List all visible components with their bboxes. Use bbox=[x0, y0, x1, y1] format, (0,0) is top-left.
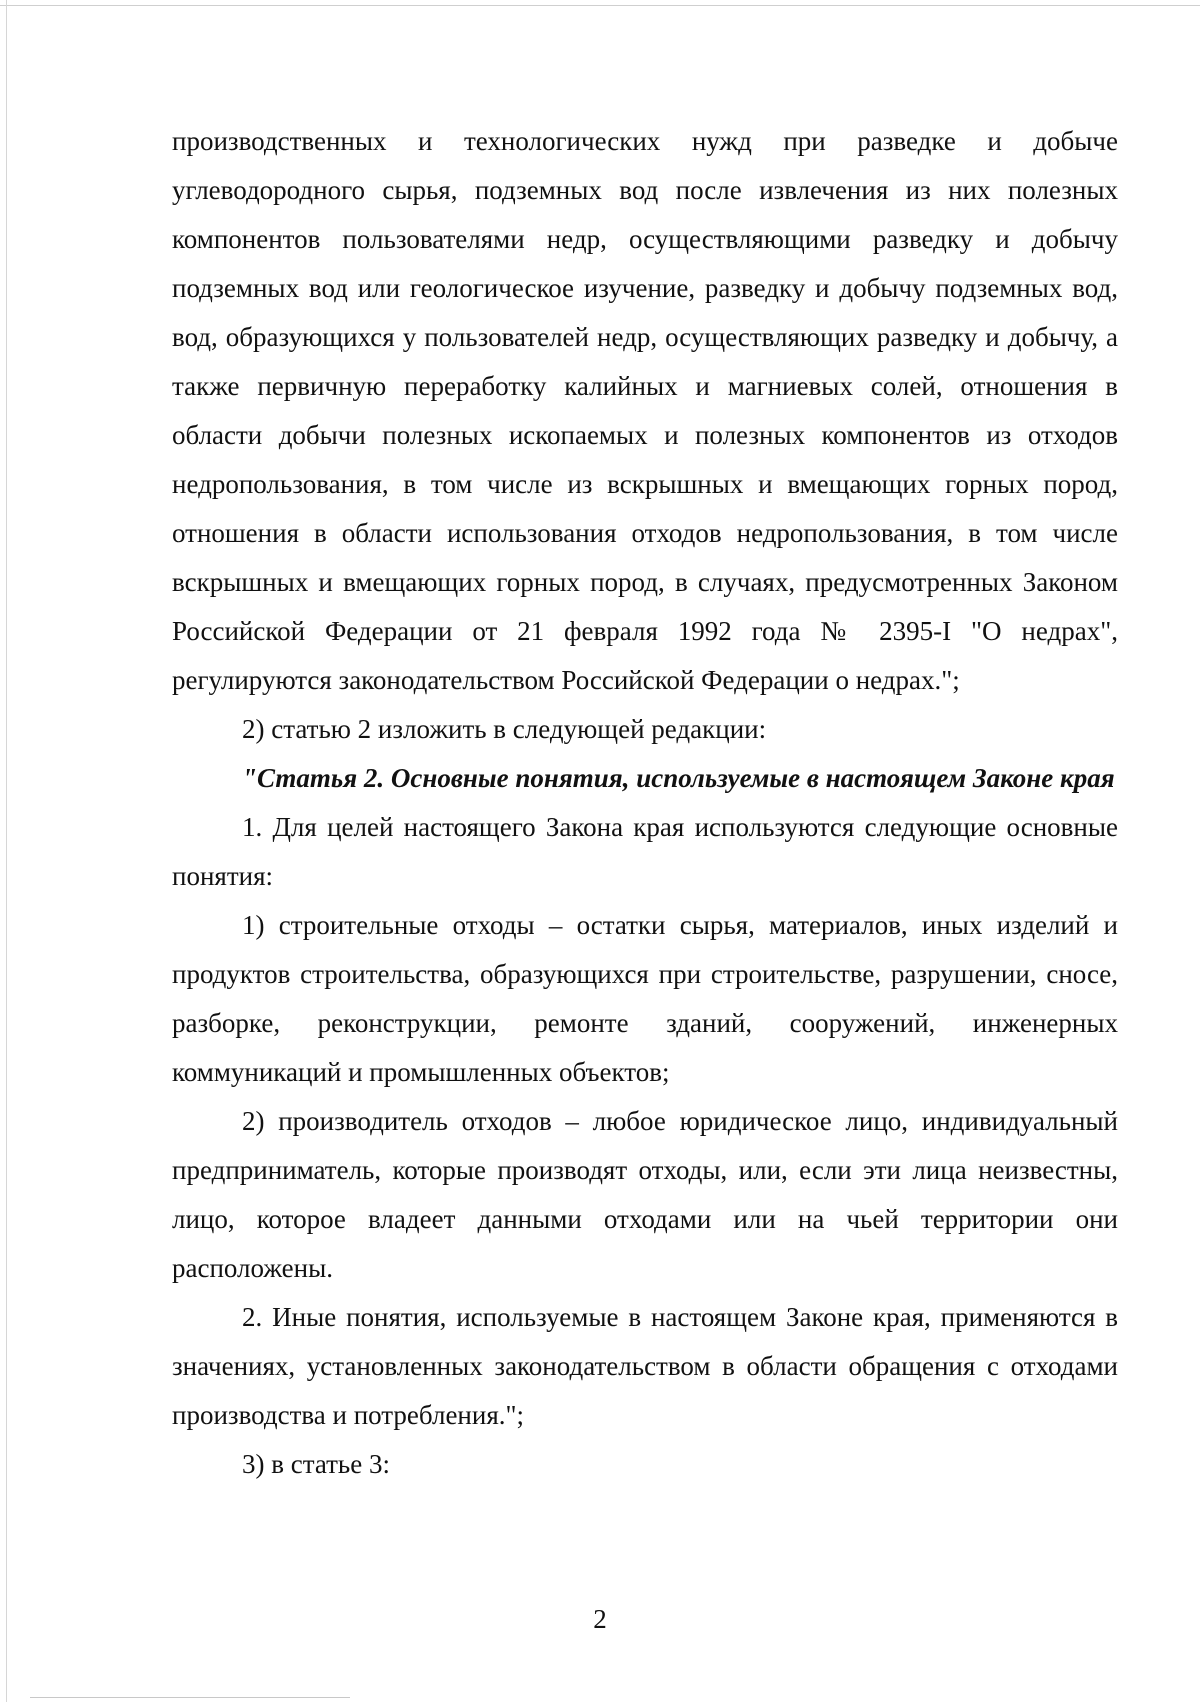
page-number: 2 bbox=[593, 1604, 607, 1634]
paragraph-continuation: производственных и технологических нужд при разведке и добыче углеводородного сырья, подземных вод после извлечения из них полезных компонентов пользователями недр, осуществляющими разведку и добычу подземных вод или геологическое изучение, разведку и добычу подземных вод, вод, образующихся у пользователей недр, осуществляющих разведку и добычу, а также первичную переработку калийных и магниевых солей, отношения в области добычи полезных ископаемых и полезных компонентов из отходов недропользования, в том числе из вскрышных и вмещающих горных пород, отношения в области использования отходов недропользования, в том числе вскрышных и вмещающих горных пород, в случаях, предусмотренных Законом Российской Федерации от 21 февраля 1992 года № 2395-I "О недрах", регулируются законодательством Российской Федерации о недрах."; bbox=[172, 126, 1118, 695]
article-2-heading: "Статья 2. Основные понятия, используемые в настоящем Законе края bbox=[242, 763, 1115, 793]
document-body bbox=[172, 117, 1118, 1489]
paragraph-item-2: 2) статью 2 изложить в следующей редакции: bbox=[242, 714, 767, 744]
paragraph-definition-1: 1) строительные отходы – остатки сырья, материалов, иных изделий и продуктов строительства, образующихся при строительстве, разрушении, сносе, разборке, реконструкции, ремонте зданий, сооружений, инженерных коммуникаций и промышленных объектов; bbox=[172, 910, 1118, 1087]
paragraph-clause-1: 1. Для целей настоящего Закона края используются следующие основные понятия: bbox=[172, 812, 1118, 891]
scan-left-edge bbox=[0, 0, 7, 1702]
paragraph-clause-2: 2. Иные понятия, используемые в настоящем Законе края, применяются в значениях, установленных законодательством в области обращения с отходами производства и потребления."; bbox=[172, 1302, 1118, 1430]
scan-top-edge bbox=[0, 0, 1200, 6]
paragraph-item-3: 3) в статье 3: bbox=[242, 1449, 390, 1479]
scan-bottom-edge bbox=[30, 1697, 350, 1698]
paragraph-definition-2: 2) производитель отходов – любое юридическое лицо, индивидуальный предприниматель, которые производят отходы, или, если эти лица неизвестны, лицо, которое владеет данными отходами или на чьей территории они расположены. bbox=[172, 1106, 1118, 1283]
